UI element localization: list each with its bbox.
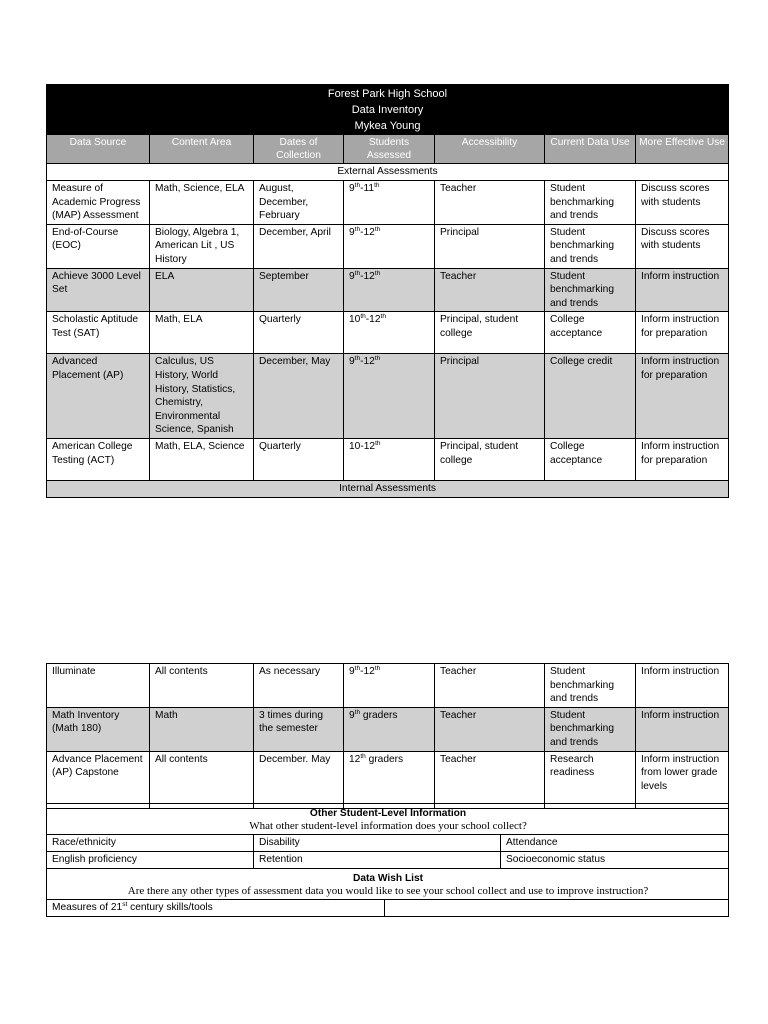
col-header: Dates of Collection	[254, 135, 344, 164]
table-row	[47, 354, 729, 439]
cell-source: End-of-Course (EOC)	[47, 224, 150, 268]
cell-access: Teacher	[435, 181, 545, 225]
wish-list-heading: Data Wish List	[352, 873, 424, 884]
cell-source: Math Inventory (Math 180)	[47, 707, 150, 751]
cell-access: Principal, student college	[435, 438, 545, 480]
cell-effective: Discuss scores with students	[636, 181, 729, 225]
cell-source: Illuminate	[47, 664, 150, 708]
cell-access: Principal	[435, 354, 545, 439]
section-external: External Assessments	[47, 164, 729, 181]
col-header: Students Assessed	[344, 135, 435, 164]
cell-effective: Discuss scores with students	[636, 224, 729, 268]
wish-list-heading-cell	[47, 869, 729, 900]
cell-current: Student benchmarking and trends	[545, 224, 636, 268]
section-internal: Internal Assessments	[47, 480, 729, 497]
cell-access: Teacher	[435, 707, 545, 751]
cell-students: 9th-12th	[344, 664, 435, 708]
cell-dates: December. May	[254, 751, 344, 808]
document-name: Data Inventory	[351, 104, 424, 116]
cell-dates: September	[254, 268, 344, 312]
col-header: Data Source	[47, 135, 150, 164]
cell-effective: Inform instruction	[636, 707, 729, 751]
cell-students: 10-12th	[344, 438, 435, 480]
cell-effective: Inform instruction for preparation	[636, 312, 729, 354]
col-header: More Effective Use	[636, 135, 729, 164]
cell-source: American College Testing (ACT)	[47, 438, 150, 480]
info-item: English proficiency	[47, 852, 254, 869]
table-row	[47, 268, 729, 312]
cell-students: 9th-12th	[344, 224, 435, 268]
cell-content: All contents	[150, 751, 254, 808]
cell-access: Teacher	[435, 664, 545, 708]
data-inventory-table	[46, 84, 729, 498]
info-item: Socioeconomic status	[501, 852, 729, 869]
other-info-table	[46, 803, 729, 917]
cell-source: Achieve 3000 Level Set	[47, 268, 150, 312]
cell-content: Calculus, US History, World History, Statistics, Chemistry, Environmental Science, Spanish	[150, 354, 254, 439]
cell-access: Principal	[435, 224, 545, 268]
cell-students: 9th-12th	[344, 354, 435, 439]
info-item: Race/ethnicity	[47, 835, 254, 852]
table-row	[47, 438, 729, 480]
cell-effective: Inform instruction from lower grade levels	[636, 751, 729, 808]
cell-dates: As necessary	[254, 664, 344, 708]
cell-effective: Inform instruction	[636, 268, 729, 312]
cell-access: Principal, student college	[435, 312, 545, 354]
table-row	[47, 224, 729, 268]
cell-source: Advance Placement (AP) Capstone	[47, 751, 150, 808]
cell-source: Advanced Placement (AP)	[47, 354, 150, 439]
info-item: Attendance	[501, 835, 729, 852]
cell-current: College acceptance	[545, 438, 636, 480]
column-headers	[47, 135, 729, 164]
cell-dates: 3 times during the semester	[254, 707, 344, 751]
cell-content: Biology, Algebra 1, American Lit , US History	[150, 224, 254, 268]
table-row	[47, 181, 729, 225]
cell-students: 12th graders	[344, 751, 435, 808]
info-item: Retention	[254, 852, 501, 869]
cell-dates: December, April	[254, 224, 344, 268]
cell-current: College acceptance	[545, 312, 636, 354]
cell-current: Student benchmarking and trends	[545, 664, 636, 708]
cell-dates: August, December, February	[254, 181, 344, 225]
other-info-heading-cell	[47, 804, 729, 835]
author-name: Mykea Young	[354, 120, 421, 132]
info-item: Disability	[254, 835, 501, 852]
wish-list-question: Are there any other types of assessment data you would like to see your school collect and use to improve instruction?	[127, 885, 649, 897]
cell-effective: Inform instruction for preparation	[636, 354, 729, 439]
cell-students: 9th-12th	[344, 268, 435, 312]
table-row	[47, 664, 729, 708]
table-row	[47, 707, 729, 751]
cell-source: Measure of Academic Progress (MAP) Assessment	[47, 181, 150, 225]
cell-effective: Inform instruction for preparation	[636, 438, 729, 480]
cell-current: Student benchmarking and trends	[545, 181, 636, 225]
other-info-question: What other student-level information does your school collect?	[249, 820, 527, 832]
col-header: Content Area	[150, 135, 254, 164]
cell-content: Math	[150, 707, 254, 751]
cell-current: Research readiness	[545, 751, 636, 808]
cell-students: 9th-11th	[344, 181, 435, 225]
wish-list-item: Measures of 21st century skills/tools	[47, 900, 385, 917]
cell-dates: December, May	[254, 354, 344, 439]
cell-source: Scholastic Aptitude Test (SAT)	[47, 312, 150, 354]
wish-list-empty-cell	[385, 900, 729, 917]
cell-dates: Quarterly	[254, 438, 344, 480]
cell-content: Math, ELA	[150, 312, 254, 354]
cell-access: Teacher	[435, 751, 545, 808]
cell-students: 9th graders	[344, 707, 435, 751]
table-row	[47, 751, 729, 808]
school-name: Forest Park High School	[327, 88, 448, 100]
table-row	[47, 312, 729, 354]
cell-content: All contents	[150, 664, 254, 708]
cell-current: College credit	[545, 354, 636, 439]
cell-current: Student benchmarking and trends	[545, 707, 636, 751]
cell-students: 10th-12th	[344, 312, 435, 354]
cell-content: Math, Science, ELA	[150, 181, 254, 225]
cell-access: Teacher	[435, 268, 545, 312]
cell-current: Student benchmarking and trends	[545, 268, 636, 312]
cell-content: ELA	[150, 268, 254, 312]
cell-content: Math, ELA, Science	[150, 438, 254, 480]
col-header: Current Data Use	[545, 135, 636, 164]
cell-effective: Inform instruction	[636, 664, 729, 708]
col-header: Accessibility	[435, 135, 545, 164]
internal-assessments-table	[46, 663, 729, 809]
cell-dates: Quarterly	[254, 312, 344, 354]
other-info-heading: Other Student-Level Information	[309, 808, 467, 819]
table-title	[47, 85, 729, 135]
